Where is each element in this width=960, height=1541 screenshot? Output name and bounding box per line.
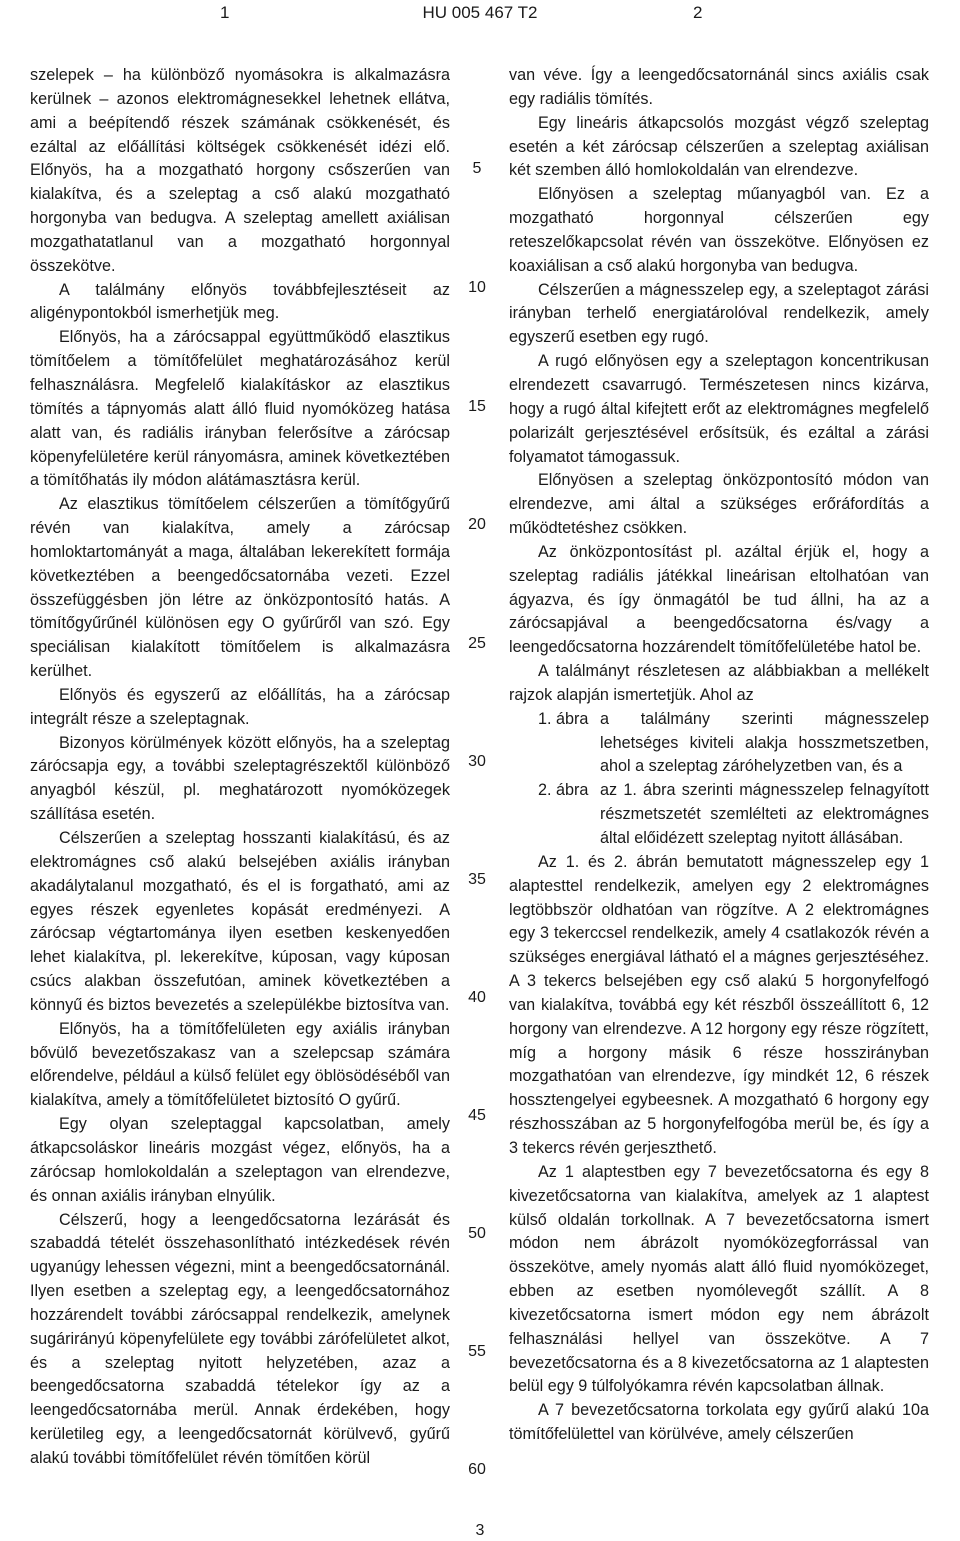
paragraph: Célszerű, hogy a leengedőcsatorna lezárását és szabaddá tételét összehasonlítható intézkedések révén ugyanúgy lehessen végezni, mint a beengedőcsatornánál. Ilyen esetben a szeleptag egy, a leengedőcsatornához hozzárendelt további zárócsappal rendelkezik, amelynek sugárirányú köpenyfelülete egy további zárófelületet alkot, és a szeleptag nyitott helyzetében, azaz a beengedőcsatorna szabaddá tételekor így az a leengedőcsatornába merül. Annak érdekében, hogy kerületileg egy, a leengedőcsatornát körülvevő, gyűrű alakú további tömítőfelület révén tömítően körül	[30, 1210, 450, 1467]
line-number: 25	[468, 635, 486, 652]
figure-label: 2. ábra	[538, 781, 589, 800]
paragraph: Előnyös, ha a tömítőfelületen egy axiális irányban bővülő bevezetőszakasz van a szelepcsap számára előrendelve, például a külső felület egy öblösödéséből van kialakítva, amely a tömítőfelületet biztosító O gyűrű.	[30, 1019, 450, 1110]
figure-label: 1. ábra	[538, 709, 589, 728]
document-number: HU 005 467 T2	[422, 3, 538, 22]
paragraph: A találmány előnyös továbbfejlesztéseit az aligénypontokból ismerhetjük meg.	[30, 280, 450, 323]
page-number: 3	[475, 1522, 485, 1539]
paragraph: Az 1. és 2. ábrán bemutatott mágnesszelep egy 1 alaptesttel rendelkezik, amelyen egy 2 elektromágnes legtöbbször oldhatóan van rögzítve. A 2 elektromágnes egy 3 tekerccsel rendelkezik, amely 4 csatlakozók révén a szükséges energiával látható el a mágnes gerjesztéséhez. A 3 tekercs belsejében egy cső alakú 5 horgonyfelfogó van kialakítva, továbbá egy két részből összeállított 6, 12 horgony van elrendezve. A 12 horgony egy része rögzített, míg a horgony másik 6 része hosszirányban mozgathatóan van elrendezve, így mindkét 12, 6 részek hossztengelyei egybeesnek. A mozgatható 6 horgony egy részhosszában az 5 horgonyfelfogóba merül be, és így a 3 tekercs révén gerjeszthető.	[509, 852, 929, 1157]
line-number: 55	[468, 1343, 486, 1360]
right-page-number: 2	[693, 3, 703, 22]
line-number: 15	[468, 398, 486, 415]
page-header	[0, 0, 960, 30]
line-number: 45	[468, 1107, 486, 1124]
paragraph: Az 1 alaptestben egy 7 bevezetőcsatorna és egy 8 kivezetőcsatorna van kialakítva, amelyek az 1 alaptest külső oldalán torkollnak. A 7 bevezetőcsatorna ismert módon nem ábrázolt nyomóközegforrással van összekötve, amely nyomás alatt álló fluid nyomóközeget, ebben az esetben nyomólevegőt szállít. A 8 kivezetőcsatorna ismert módon egy nem ábrázolt felhasználási hellyel van összekötve. A 7 bevezetőcsatorna és a 8 kivezetőcsatorna az 1 alaptesten belül egy 9 túlfolyókamra révén kapcsolatban állnak.	[509, 1162, 929, 1396]
paragraph: A 7 bevezetőcsatorna torkolata egy gyűrű alakú 10a tömítőfelülettel van körülvéve, amely célszerűen	[509, 1401, 929, 1444]
paragraph: Előnyösen a szeleptag műanyagból van. Ez a mozgatható horgonnyal célszerűen egy reteszelőkapcsolat révén van összekötve. Előnyösen ez koaxiálisan a cső alakú horgonyba van bedugva.	[509, 185, 929, 275]
line-number: 40	[468, 989, 486, 1006]
paragraph: szelepek – ha különböző nyomásokra is alkalmazásra kerülnek – azonos elektromágnesekkel lehetnek ellátva, ami a beépítendő részek számának csökkenését, és ezáltal az előállítási költségek csökkenését idézi elő. Előnyös, ha a mozgatható horgony csőszerűen van kialakítva, és a szeleptag a cső alakú mozgatható horgonyba van bedugva. A szeleptag amellett axiálisan mozgathatatlanul van a mozgatható horgonnyal összekötve.	[30, 66, 450, 275]
figure-description: az 1. ábra szerinti mágnesszelep felnagyított részmetszetét szemlélteti az elektromágnes által előidézett szeleptag nyitott állásában.	[600, 781, 929, 847]
line-number: 30	[468, 753, 486, 770]
line-number: 60	[468, 1461, 486, 1478]
line-number: 20	[468, 516, 486, 533]
paragraph: Bizonyos körülmények között előnyös, ha a szeleptag zárócsapja egy, a további szeleptagrészektől különböző anyagból készül, pl. meghatározott nyomóközegek szállítása esetén.	[30, 733, 450, 824]
line-number: 5	[472, 160, 482, 177]
paragraph: Célszerűen a szeleptag hosszanti kialakítású, és az elektromágnes cső alakú belsejében axiális irányban akadálytalanul mozgatható, és el is forgatható, ami az egyes részek egyenletes kopását eredményezi. A zárócsap végtartománya ilyen esetben keskenyedően lehet kialakítva, pl. lekerekítve, kúposan, vagy kúposan csúcs alakban összefutóan, aminek következtében a könnyű és biztos bevezetés a szelepülékbe biztosítva van.	[30, 829, 450, 1014]
line-number: 10	[468, 279, 486, 296]
paragraph: Az önközpontosítást pl. azáltal érjük el, hogy a szeleptag radiális játékkal lineárisan eltolhatóan van ágyazva, és így önmagától be tud állni, ha az a zárócsapjával a beengedőcsatorna és/vagy a leengedőcsatorna hozzárendelt tömítőfelületébe hatol be.	[509, 542, 929, 657]
paragraph: Egy olyan szeleptaggal kapcsolatban, amely átkapcsoláskor lineáris mozgást végez, előnyös, ha a zárócsap homlokoldalán a szeleptagon van elrendezve, és onnan axiális irányban elnyúlik.	[30, 1115, 450, 1205]
paragraph: Előnyös és egyszerű az előállítás, ha a zárócsap integrált része a szeleptagnak.	[30, 685, 450, 728]
left-page-number: 1	[220, 3, 230, 22]
figure-description: a találmány szerinti mágnesszelep lehetséges kiviteli alakja hosszmetszetben, ahol a szeleptag záróhelyzetben van, és a	[600, 709, 929, 776]
right-column	[509, 64, 929, 1447]
line-number: 50	[468, 1225, 486, 1242]
paragraph: Előnyösen a szeleptag önközpontosító módon van elrendezve, ami által a szükséges erőráfordítás a működtetéshez csökken.	[509, 471, 929, 538]
figure-list-item	[509, 708, 929, 780]
left-column	[30, 64, 450, 1471]
paragraph: Célszerűen a mágnesszelep egy, a szeleptagot zárási irányban terhelő energiatárolóval rendelkezik, amely egyszerű esetben egy rugó.	[509, 280, 929, 347]
paragraph: Előnyös, ha a zárócsappal együttműködő elasztikus tömítőelem a tömítőfelület meghatározásához kerül felhasználásra. Megfelelő kialakításkor az elasztikus tömítés a tápnyomás alatt álló fluid nyomóközeg hatása alatt van, és radiális irányban felerősítve a zárócsap köpenyfelületére kerül rányomásra, aminek következtében a tömítőhatás ily módon alátámasztásra kerül.	[30, 328, 450, 490]
line-number: 35	[468, 871, 486, 888]
paragraph: van véve. Így a leengedőcsatornánál sincs axiális csak egy radiális tömítés.	[509, 66, 929, 108]
page-footer	[0, 1522, 960, 1540]
paragraph: Az elasztikus tömítőelem célszerűen a tömítőgyűrű révén van kialakítva, amely a zárócsap homloktartományát a maga, általában lekerekített formája következtében a beengedőcsatornába vezeti. Ezzel összefüggésben jön létre az önközpontosító hatás. A tömítőgyűrűnél különösen egy O gyűrűről van szó. Egy speciálisan kialakított tömítőelem is alkalmazásra kerülhet.	[30, 495, 450, 681]
paragraph: A találmányt részletesen az alábbiakban a mellékelt rajzok alapján ismertetjük. Ahol az	[509, 662, 929, 704]
paragraph: Egy lineáris átkapcsolós mozgást végző szeleptag esetén a két zárócsap célszerűen a szeleptag axiálisan két szemben álló homlokoldalán van elrendezve.	[509, 113, 929, 180]
figure-list-item	[509, 779, 929, 851]
paragraph: A rugó előnyösen egy a szeleptagon koncentrikusan elrendezett csavarrugó. Természetesen nincs kizárva, hogy a rugó által kifejtett erőt az elektromágnes megfelelő polarizált gerjesztésével erősítsük, és ezáltal a zárási folyamatot támogassuk.	[509, 352, 929, 466]
